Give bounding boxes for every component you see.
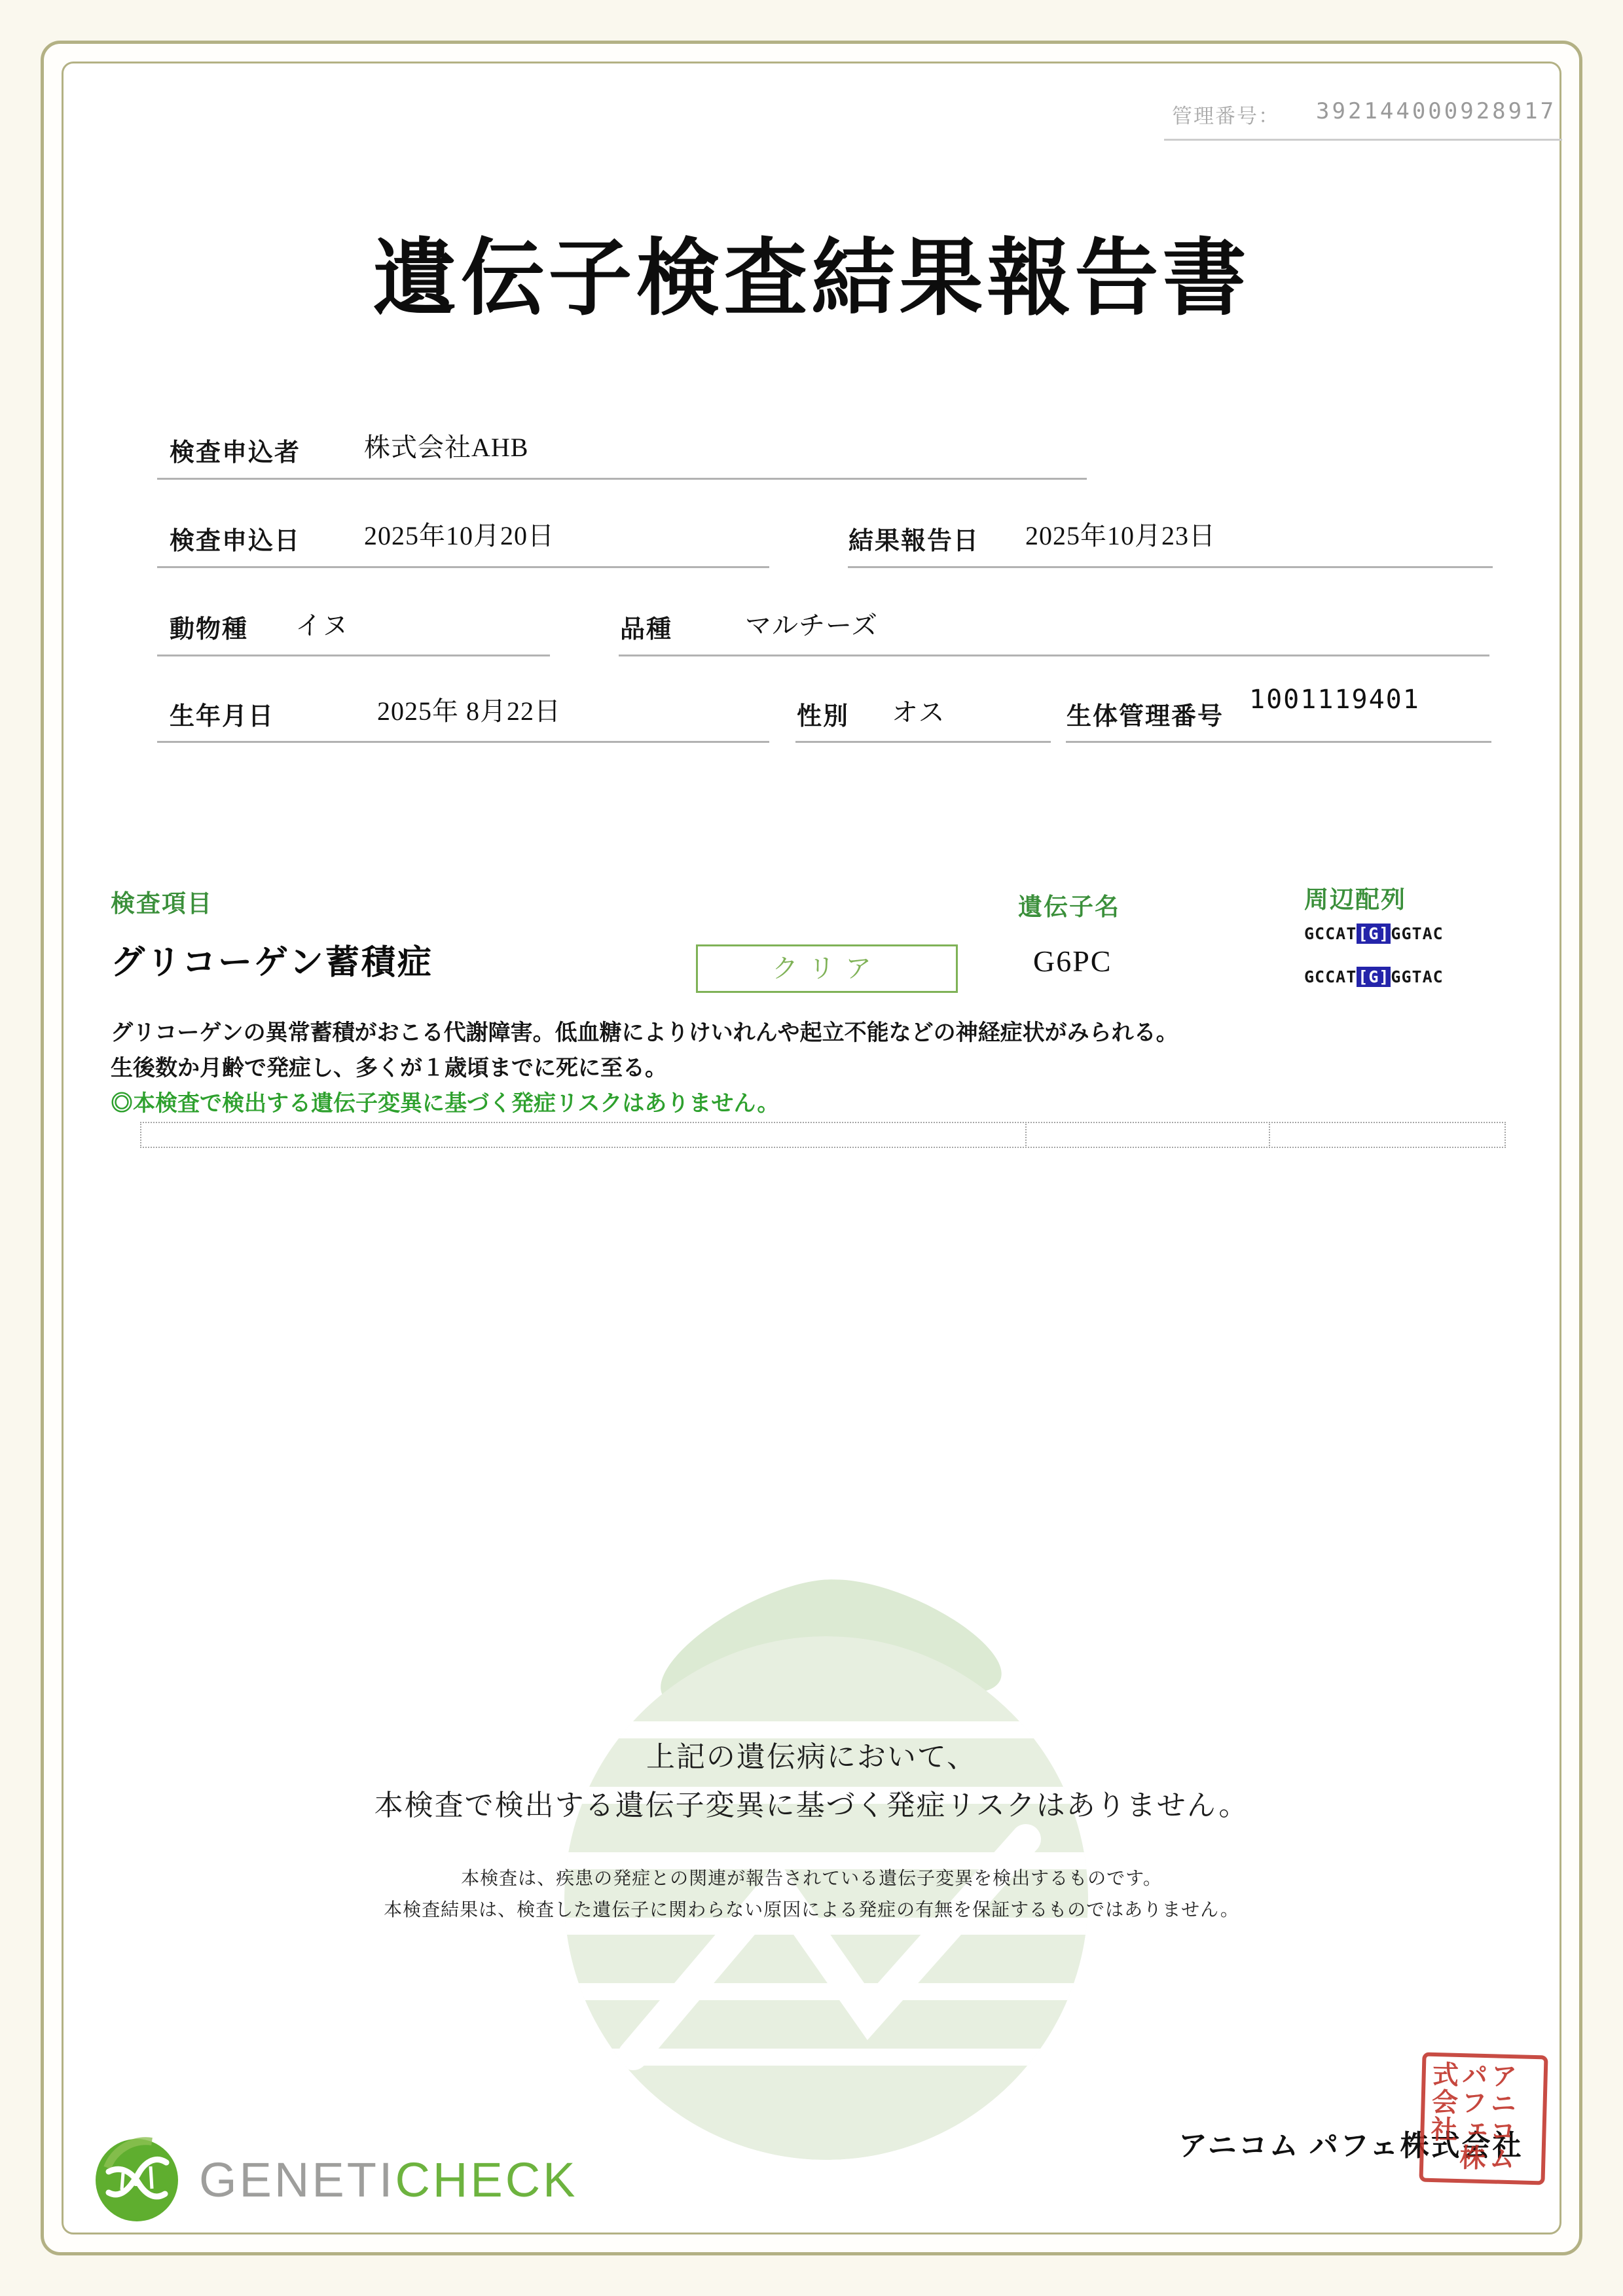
disease-description-line1: グリコーゲンの異常蓄積がおこる代謝障害。低血糖によりけいれんや起立不能などの神経症状がみられる。 xyxy=(111,1021,1178,1045)
breed-value: マルチーズ xyxy=(745,611,878,640)
test-item-header: 検査項目 xyxy=(111,891,213,918)
sequence-1-pre: GCCAT xyxy=(1304,924,1357,943)
logotype-green-part: CHECK xyxy=(395,2153,578,2207)
apply-date-underline xyxy=(157,566,769,568)
summary-note-1: 本検査は、疾患の発症との関連が報告されている遺伝子変異を検出するものです。 xyxy=(461,1868,1162,1888)
applicant-value: 株式会社AHB xyxy=(364,433,529,462)
animal-id-value: 1001119401 xyxy=(1249,685,1420,715)
management-number-value: 392144000928917 xyxy=(1316,98,1557,124)
species-label: 動物種 xyxy=(170,616,249,643)
disease-risk-note: ◎本検査で検出する遺伝子変異に基づく発症リスクはありません。 xyxy=(111,1092,780,1116)
applicant-label: 検査申込者 xyxy=(170,439,301,467)
breed-label: 品種 xyxy=(620,616,673,643)
disease-name: グリコーゲン蓄積症 xyxy=(111,944,433,982)
management-number-label: 管理番号： xyxy=(1172,105,1280,128)
apply-date-label: 検査申込日 xyxy=(170,528,301,555)
report-date-label: 結果報告日 xyxy=(848,528,980,555)
species-value: イヌ xyxy=(295,611,349,640)
sequence-line-1 xyxy=(1304,924,1444,943)
company-name: アニコム パフェ株式会社 xyxy=(1178,2130,1523,2162)
gene-name-value: G6PC xyxy=(1033,944,1112,978)
sex-underline xyxy=(795,741,1051,743)
applicant-underline xyxy=(157,478,1087,480)
disease-description-line2: 生後数か月齢で発症し、多くが１歳頃までに死に至る。 xyxy=(111,1056,667,1081)
sequence-2-post: GGTAC xyxy=(1391,967,1444,986)
sequence-2-allele: [G] xyxy=(1358,967,1390,986)
species-underline xyxy=(157,655,550,656)
animal-id-underline xyxy=(1066,741,1491,743)
sequence-line-2 xyxy=(1304,967,1444,986)
management-number-underline xyxy=(1164,139,1562,141)
geneticheck-logotype xyxy=(199,2152,578,2208)
birthday-label: 生年月日 xyxy=(170,703,275,730)
sequence-2-pre: GCCAT xyxy=(1304,967,1357,986)
sex-label: 性別 xyxy=(797,703,850,730)
result-status-badge: クリア xyxy=(696,944,958,993)
summary-line-1: 上記の遺伝病において、 xyxy=(646,1741,977,1773)
breed-underline xyxy=(619,655,1489,656)
logotype-gray-part: GENETI xyxy=(199,2153,395,2207)
company-seal-stamp xyxy=(1419,2053,1548,2185)
company-seal-text: アニコムパフェ株式会社 xyxy=(1427,2060,1518,2173)
sequence-1-allele: [G] xyxy=(1358,924,1390,943)
summary-note-2: 本検査結果は、検査した遺伝子に関わらない原因による発症の有無を保証するものではありません。 xyxy=(384,1899,1239,1920)
dotted-row-divider-2 xyxy=(1269,1122,1270,1148)
dotted-row-divider-1 xyxy=(1025,1122,1027,1148)
disease-description xyxy=(111,1016,1518,1122)
sequence-header: 周辺配列 xyxy=(1304,887,1406,914)
report-title: 遺伝子検査結果報告書 xyxy=(373,232,1250,325)
summary-line-2: 本検査で検出する遺伝子変異に基づく発症リスクはありません。 xyxy=(374,1789,1249,1821)
sex-value: オス xyxy=(892,698,945,727)
birthday-value: 2025年 8月22日 xyxy=(377,696,561,726)
gene-name-header: 遺伝子名 xyxy=(1018,894,1120,921)
animal-id-label: 生体管理番号 xyxy=(1067,703,1224,730)
report-date-value: 2025年10月23日 xyxy=(1025,521,1216,550)
apply-date-value: 2025年10月20日 xyxy=(364,521,555,550)
sequence-1-post: GGTAC xyxy=(1391,924,1444,943)
dotted-row-outline xyxy=(140,1122,1506,1148)
dna-globe-icon xyxy=(92,2135,182,2225)
report-date-underline xyxy=(848,566,1493,568)
birthday-underline xyxy=(157,741,769,743)
